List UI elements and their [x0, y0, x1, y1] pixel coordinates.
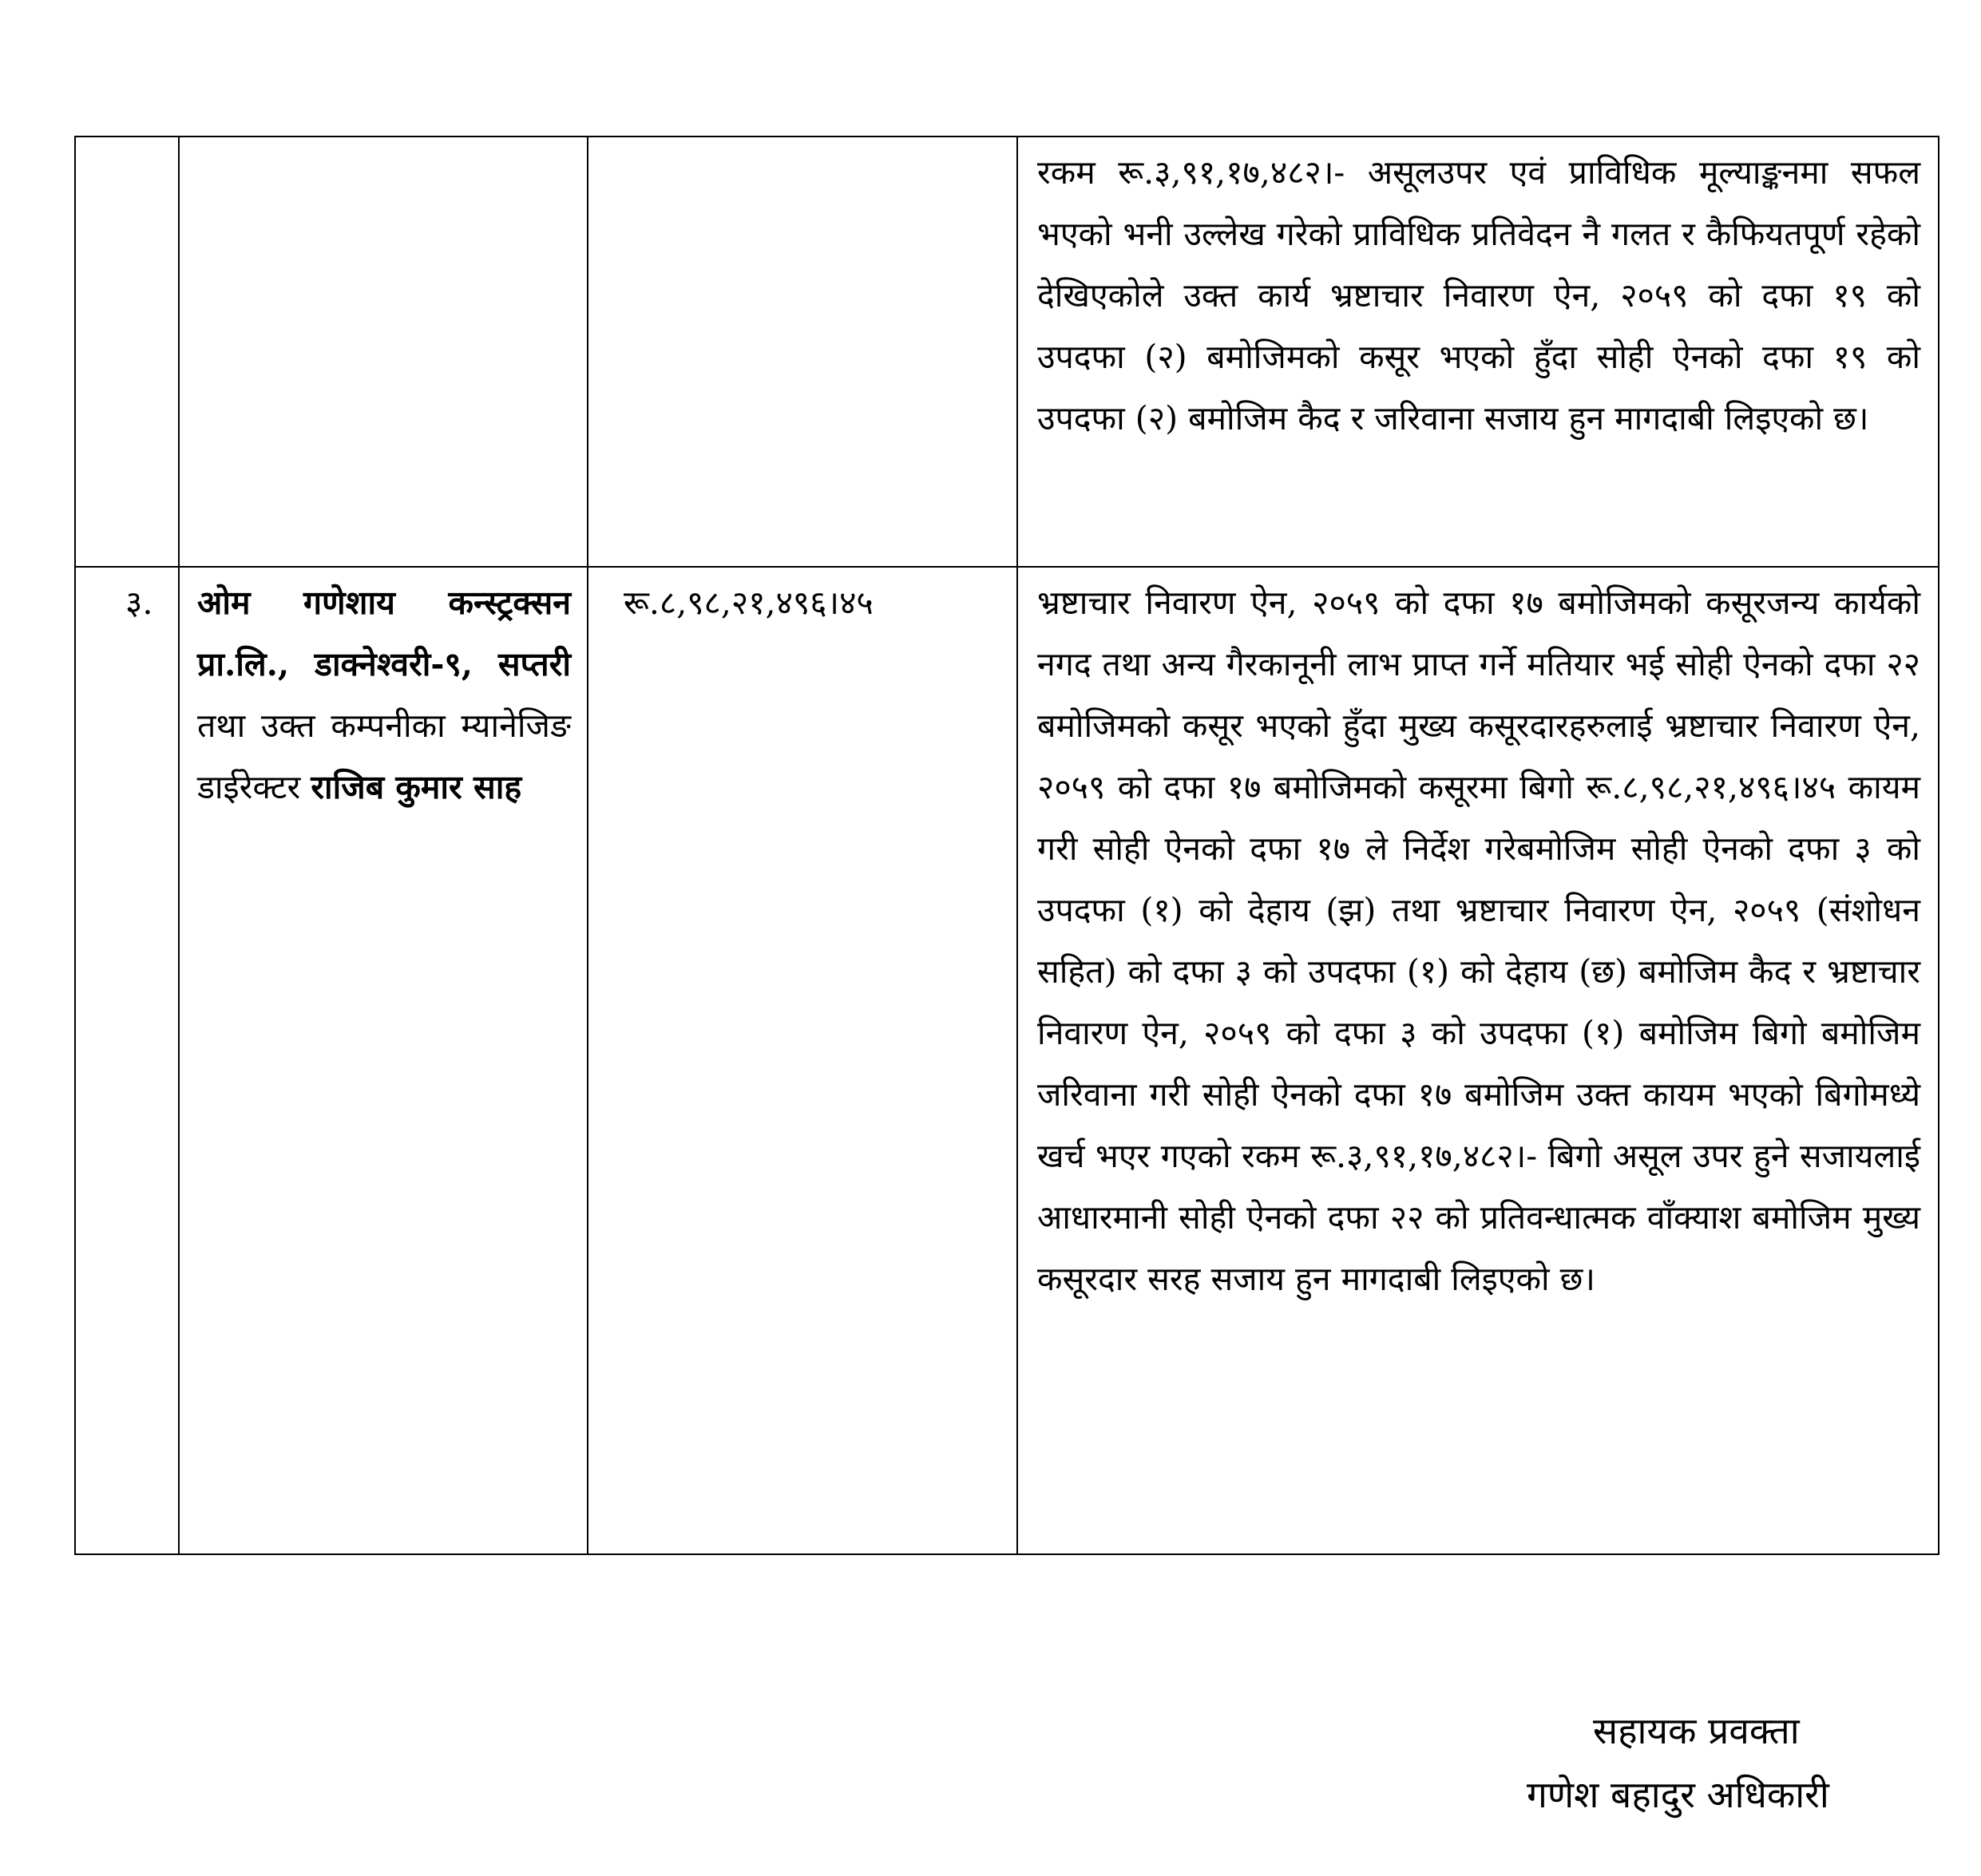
serial-cell: [75, 137, 179, 567]
serial-number: ३.: [125, 584, 153, 622]
company-connector: तथा उक्त कम्पनीका म्यानेजिङ डाईरेक्टर: [197, 706, 571, 806]
defendant-text: [180, 137, 587, 142]
amount-text: रू.८,९८,२१,४९६।४५: [624, 584, 874, 622]
claim-text: रकम रू.३,९१,१७,४८२।- असूलउपर एवं प्राविधिक मूल्याङ्कनमा सफल भएको भनी उल्लेख गरेको प्राविधिक प्रतिवेदन नै गलत र कैफियतपूर्ण रहेको देखिएकोले उक्त कार्य भ्रष्टाचार निवारण ऐन, २०५९ को दफा १९ को उपदफा (२) बमोजिमको कसूर भएको हुँदा सोही ऐनको दफा १९ को उपदफा (२) बमोजिम कैद र जरिवाना सजाय हुन मागदाबी लिइएको छ।: [1037, 153, 1920, 437]
director-name: राजिब कुमार साह: [311, 768, 522, 806]
claim-text: भ्रष्टाचार निवारण ऐन, २०५९ को दफा १७ बमोजिमको कसूरजन्य कार्यको नगद तथा अन्य गैरकानूनी लाभ प्राप्त गर्ने मतियार भई सोही ऐनको दफा २२ बमोजिमको कसूर भएको हुँदा मुख्य कसूरदारहरुलाई भ्रष्टाचार निवारण ऐन, २०५९ को दफा १७ बमोजिमको कसूरमा बिगो रू.८,९८,२१,४९६।४५ कायम गरी सोही ऐनको दफा १७ ले निर्देश गरेबमोजिम सोही ऐनको दफा ३ को उपदफा (१) को देहाय (झ) तथा भ्रष्टाचार निवारण ऐन, २०५९ (संशोधन सहित) को दफा ३ को उपदफा (१) को देहाय (छ) बमोजिम कैद र भ्रष्टाचार निवारण ऐन, २०५९ को दफा ३ को उपदफा (१) बमोजिम बिगो बमोजिम जरिवाना गरी सोही ऐनको दफा १७ बमोजिम उक्त कायम भएको बिगोमध्ये खर्च भएर गएको रकम रू.३,९१,१७,४८२।- बिगो असूल उपर हुने सजायलाई आधारमानी सोही ऐनको दफा २२ को प्रतिवन्धात्मक वाँक्याश बमोजिम मुख्य कसूरदार सरह सजाय हुन मागदाबी लिइएको छ।: [1037, 584, 1920, 1298]
company-name: ओम गणेशाय कन्स्ट्रक्सन प्रा.लि., डाक्नेश्वरी-९, सप्तरी: [197, 584, 571, 683]
amount-text: [588, 137, 1016, 142]
claim-cell: [1017, 137, 1939, 567]
defendant-cell: [179, 137, 588, 567]
case-table: [74, 136, 1939, 1555]
serial-cell: [75, 567, 179, 1554]
defendant-text: [180, 568, 587, 818]
table-row: [75, 567, 1939, 1554]
amount-cell: [588, 137, 1017, 567]
defendant-cell: [179, 567, 588, 1554]
serial-number: [76, 137, 178, 142]
amount-cell: [588, 567, 1017, 1554]
claim-cell: [1017, 567, 1939, 1554]
signatory-name: गणेश बहादुर अधिकारी: [1527, 1773, 1829, 1816]
signatory-title: सहायक प्रवक्ता: [1593, 1709, 1800, 1752]
table-row: [75, 137, 1939, 567]
